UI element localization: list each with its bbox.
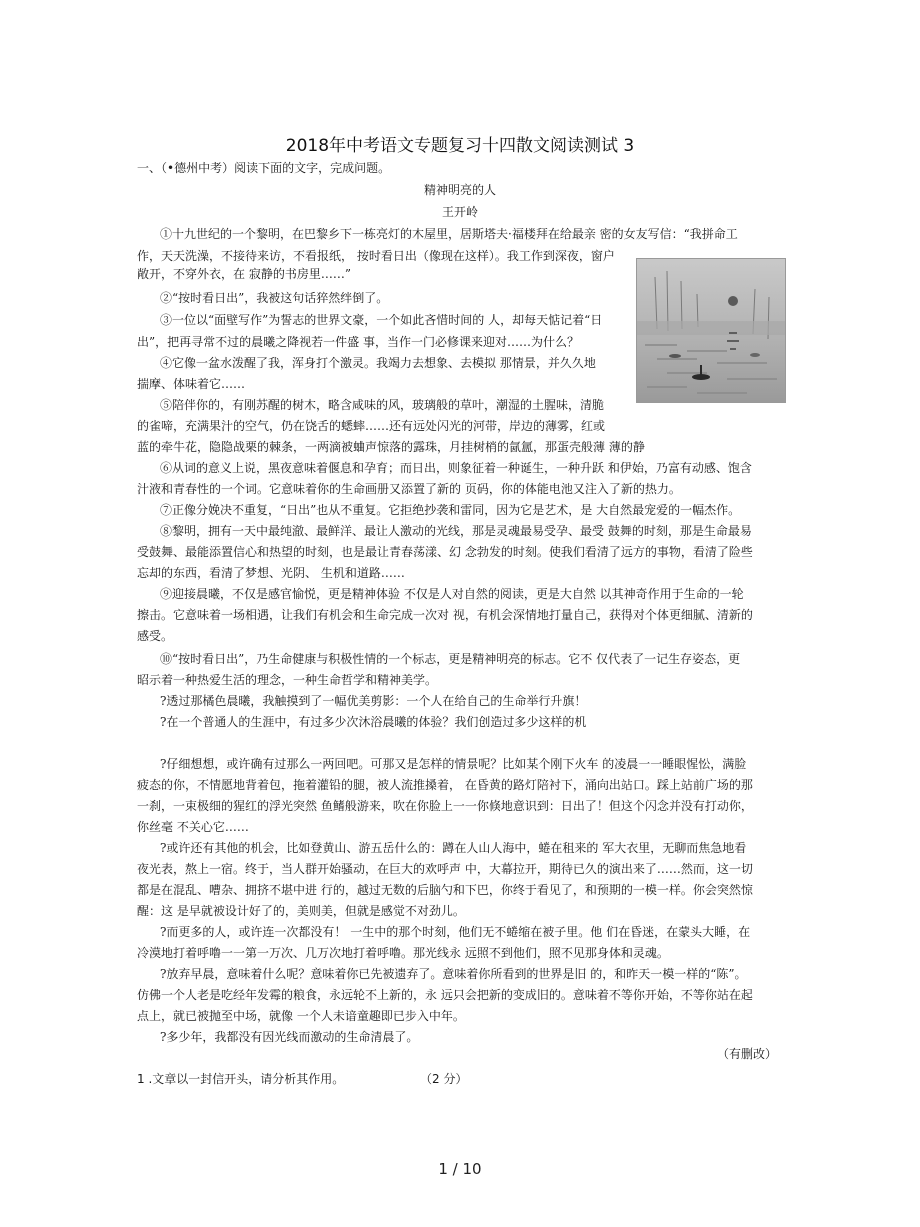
text-line: ?放弃早晨，意味着什么呢？意味着你已先被遗弃了。意味着你所看到的世界是旧 的，和昨天一模一样的“陈”。 <box>160 967 747 981</box>
text-line: ?仔细想想，或许确有过那么一两回吧。可那又是怎样的情景呢？比如某个刚下火车 的凌晨一一睡眼惺忪，满脸 <box>160 757 747 771</box>
text-line: ⑥从词的意义上说，黑夜意味着偃息和孕育；而日出，则象征着一种诞生，一种升跃 和伊始，乃富有动感、饱含 <box>160 461 752 475</box>
text-line: 夜光表，熬上一宿。终于，当人群开始骚动，在巨大的欢呼声 中，大幕拉开，期待已久的演出来了……然而，这一切 <box>137 862 753 876</box>
text-line: 汁液和青春性的一个词。它意味着你的生命画册又添置了新的 页码，你的体能电池又注入了新的热力。 <box>137 482 681 496</box>
text-line: ⑩“按时看日出”，乃生命健康与积极性情的一个标志，更是精神明亮的标志。它不 仅代表了一记生存姿态，更 <box>160 652 741 666</box>
text-line: 昭示着一种热爱生活的理念，一种生命哲学和精神美学。 <box>137 673 438 687</box>
text-line: ④它像一盆水泼醒了我，浑身打个激灵。我竭力去想象、去模拟 那情景，并久久地 <box>160 356 596 370</box>
question-1: 1 .文章以一封信开头，请分析其作用。 <box>137 1072 345 1086</box>
question-1-score: （2 分） <box>420 1072 468 1086</box>
text-line: ?透过那橘色晨曦，我触摸到了一幅优美剪影：一个人在给自己的生命举行升旗！ <box>160 694 587 708</box>
text-line: 点上，就已被抛至中场，就像 一个人未谙童趣即已步入中年。 <box>137 1009 465 1023</box>
text-line: 仿佛一个人老是吃经年发霉的粮食，永远轮不上新的，永 远只会把新的变成旧的。意味着不等你开始，不等你站在起 <box>137 988 753 1002</box>
article-author: 王开岭 <box>441 205 478 219</box>
text-line: 揣摩、体味着它…… <box>137 377 246 391</box>
text-line: ?而更多的人，或许连一次都没有！ 一生中的那个时刻，他们无不蜷缩在被子里。他 们在昏迷，在蒙头大睡，在 <box>160 925 751 939</box>
text-line: 你丝毫 不关心它…… <box>137 820 249 834</box>
text-line: ⑦正像分娩决不重复，“日出”也从不重复。它拒绝抄袭和雷同，因为它是艺术，是 大自然最宠爱的一幅杰作。 <box>160 503 741 517</box>
text-line: ⑧黎明，拥有一天中最纯澈、最鲜洋、最让人激动的光线，那是灵魂最易受孕、最受 鼓舞的时刻，那是生命最易 <box>160 524 752 538</box>
text-line: 擦击。它意味着一场相遇，让我们有机会和生命完成一次对 视，有机会深情地打量自己，获得对个体更细腻、清新的 <box>137 608 753 622</box>
section-heading: 一、（•德州中考）阅读下面的文字，完成问题。 <box>137 161 391 175</box>
text-line: 作，天天洗澡，不接待来访，不看报纸， 按时看日出（像现在这样）。我工作到深夜，窗户 <box>137 249 615 263</box>
text-line: ⑨迎接晨曦，不仅是感官愉悦，更是精神体验 不仅是人对自然的阅读，更是大自然 以其神奇作用于生命的一轮 <box>160 587 744 601</box>
article-title: 精神明亮的人 <box>423 183 496 197</box>
text-line: 蓝的牵牛花，隐隐战栗的棘条，一两滴被蛐声惊落的露珠，月挂树梢的氤氲，那蛋壳般薄 薄的静 <box>137 440 645 454</box>
text-line: ⑤陪伴你的，有刚苏醒的树木，略含咸味的风，玻璃般的草叶，潮湿的土腥味，清脆 <box>160 398 605 412</box>
text-line: 醒：这 是早就被设计好了的，美则美，但就是感觉不对劲儿。 <box>137 904 465 918</box>
text-line: ?多少年，我都没有因光线而激动的生命清晨了。 <box>160 1030 419 1044</box>
text-line: 一刹，一束极细的猩红的浮光突然 鱼鳍般游来，吹在你脸上一一你倏地意识到：日出了！但这个闪念并没有打动你， <box>137 799 753 813</box>
text-line: 的雀啼，充满果汁的空气，仍在饶舌的蟋蟀……还有远处闪光的河带，岸边的薄雾，红或 <box>137 419 606 433</box>
text-line: ②“按时看日出”，我被这句话猝然绊倒了。 <box>160 291 389 305</box>
text-line: 感受。 <box>137 629 174 643</box>
text-line: 出”，把再寻常不过的晨曦之降视若一件盛 事，当作一门必修课来迎对……为什么？ <box>137 335 579 349</box>
edit-note: （有删改） <box>717 1047 778 1061</box>
text-line: 敞开，不穿外衣，在 寂静的书房里……” <box>137 267 351 281</box>
text-line: 忘却的东西，看清了梦想、光阴、 生机和道路…… <box>137 566 405 580</box>
text-line: ①十九世纪的一个黎明，在巴黎乡下一栋亮灯的木屋里，居斯塔夫·福楼拜在给最亲 密的女友写信：“我拼命工 <box>160 227 738 241</box>
text-line: 受鼓舞、最能添置信心和热望的时刻，也是最让青春荡漾、幻 念勃发的时刻。使我们看清了远方的事物，看清了险些 <box>137 545 753 559</box>
painting-image <box>636 258 786 403</box>
text-line: ?或许还有其他的机会，比如登黄山、游五岳什么的：蹲在人山人海中，蜷在租来的 军大衣里，无聊而焦急地看 <box>160 841 747 855</box>
text-line: 疲态的你，不情愿地背着包，拖着灌铅的腿，被人流推搡着， 在昏黄的路灯陪衬下，涌向出站口。踩上站前广场的那 <box>137 778 753 792</box>
text-line: ?在一个普通人的生涯中，有过多少次沐浴晨曦的体验？我们创造过多少这样的机 <box>160 715 587 729</box>
text-line: 冷漠地打着呼噜一一第一万次、几万次地打着呼噜。那光线永 远照不到他们，照不见那身体和灵魂。 <box>137 946 669 960</box>
text-line: 都是在混乱、嘈杂、拥挤不堪中进 行的，越过无数的后脑勺和下巴，你终于看见了，和预期的一模一样。你会突然惊 <box>137 883 753 897</box>
text-line: ③一位以“面壁写作”为誓志的世界文豪，一个如此吝惜时间的 人，却每天惦记着“日 <box>160 313 603 327</box>
page-title: 2018年中考语文专题复习十四散文阅读测试 3 <box>285 136 635 156</box>
page-number: 1 / 10 <box>438 1160 482 1178</box>
